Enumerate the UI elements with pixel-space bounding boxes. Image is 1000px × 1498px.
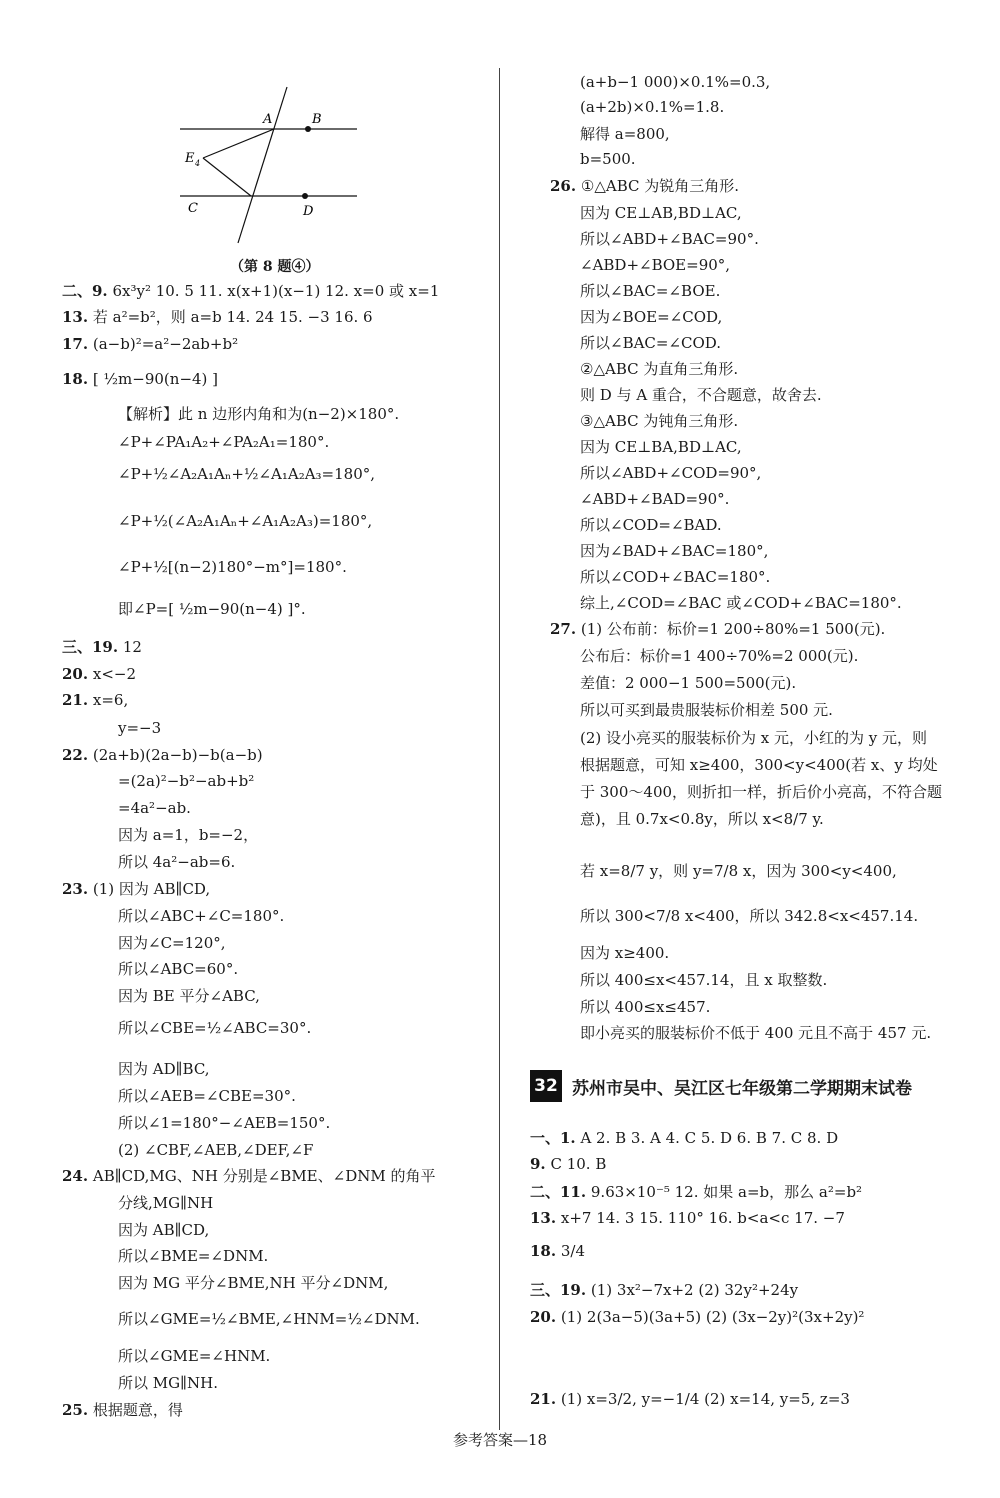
left-line xyxy=(118,958,238,980)
question-number: 18. xyxy=(62,370,89,388)
right-line xyxy=(580,228,759,250)
question-number: 22. xyxy=(62,746,89,764)
right-line xyxy=(580,488,729,510)
right-line xyxy=(580,332,721,354)
right-line xyxy=(550,175,739,197)
right-line xyxy=(580,123,670,145)
left-line xyxy=(118,717,161,739)
transversal xyxy=(238,87,287,243)
point-b xyxy=(305,126,311,132)
answer-text: ②△ABC 为直角三角形. xyxy=(580,360,739,378)
label-e-sub: 4 xyxy=(195,159,201,168)
left-line xyxy=(118,1192,213,1214)
question-number: 三、19. xyxy=(530,1281,587,1299)
question-number: 20. xyxy=(530,1308,557,1326)
answer-text: ∠ABD+∠BOE=90°, xyxy=(580,256,731,274)
right-line xyxy=(580,202,742,224)
left-line xyxy=(118,932,226,954)
question-number: 23. xyxy=(62,880,89,898)
answer-text: [ ½m−90(n−4) ] xyxy=(92,370,219,388)
right-line xyxy=(580,905,918,927)
right-line xyxy=(580,969,827,991)
left-line xyxy=(118,1245,268,1267)
answer-text: x+7 14. 3 15. 110° 16. b<a<c 17. −7 xyxy=(560,1209,845,1227)
answer-text: ∠P+½∠A₂A₁Aₙ+½∠A₁A₂A₃=180°, xyxy=(118,465,376,483)
right-line xyxy=(580,436,742,458)
answer-text: 所以∠AEB=∠CBE=30°. xyxy=(118,1087,296,1105)
left-line xyxy=(118,1219,209,1241)
answer-text: 根据题意，得 xyxy=(92,1401,183,1419)
question-number: 24. xyxy=(62,1167,89,1185)
right-line xyxy=(580,96,724,118)
answer-text: 因为∠BOE=∠COD, xyxy=(580,308,723,326)
answer-text: 根据题意，可知 x≥400，300<y<400(若 x、y 均处 xyxy=(580,756,938,774)
answer-text: 所以∠ABD+∠BAC=90°. xyxy=(580,230,759,248)
left-line xyxy=(118,1345,270,1367)
question-number: 21. xyxy=(62,691,89,709)
answer-text: 则 D 与 A 重合，不合题意，故舍去. xyxy=(580,386,822,404)
right-line xyxy=(580,148,636,170)
question-number: 一、1. xyxy=(530,1129,576,1147)
right-line xyxy=(580,645,858,667)
answer-text: x<−2 xyxy=(92,665,137,683)
answer-text: (1) 2(3a−5)(3a+5) (2) (3x−2y)²(3x+2y)² xyxy=(560,1308,865,1326)
answer-text: 所以 MG∥NH. xyxy=(118,1374,219,1392)
label-e: E xyxy=(185,151,195,166)
geometry-figure xyxy=(175,85,365,245)
left-line xyxy=(118,431,329,453)
left-line xyxy=(118,1112,330,1134)
left-line xyxy=(62,1399,183,1421)
answer-text: 公布后：标价=1 400÷70%=2 000(元). xyxy=(580,647,859,665)
question-number: 13. xyxy=(62,308,89,326)
label-d: D xyxy=(303,204,314,219)
answer-text: b=500. xyxy=(580,150,636,168)
answer-text: 所以∠GME=½∠BME,∠HNM=½∠DNM. xyxy=(118,1310,420,1328)
answer-text: 因为∠C=120°, xyxy=(118,934,226,952)
left-line xyxy=(118,403,399,425)
answer-text: 所以 300<7/8 x<400，所以 342.8<x<457.14. xyxy=(580,907,919,925)
left-line xyxy=(118,1085,296,1107)
answer-text: ∠P+∠PA₁A₂+∠PA₂A₁=180°. xyxy=(118,433,330,451)
answer-text: 所以∠BAC=∠COD. xyxy=(580,334,722,352)
left-line xyxy=(62,878,210,900)
right-line xyxy=(580,254,730,276)
left-line xyxy=(118,1139,313,1161)
answer-text: (1) 公布前：标价=1 200÷80%=1 500(元). xyxy=(580,620,886,638)
right-line xyxy=(580,781,942,803)
right-line xyxy=(580,71,770,93)
answer-text: 因为 AD∥BC, xyxy=(118,1060,210,1078)
answer-text: 所以∠1=180°−∠AEB=150°. xyxy=(118,1114,331,1132)
answer-text: ∠ABD+∠BAD=90°. xyxy=(580,490,730,508)
question-number: 17. xyxy=(62,335,89,353)
section-header xyxy=(530,1069,912,1103)
section-line xyxy=(530,1388,850,1410)
left-line xyxy=(62,636,142,658)
point-d xyxy=(302,193,308,199)
right-line xyxy=(580,280,720,302)
answer-text: 因为∠BAD+∠BAC=180°, xyxy=(580,542,769,560)
section-line xyxy=(530,1240,585,1262)
question-number: 25. xyxy=(62,1401,89,1419)
left-line xyxy=(62,663,136,685)
left-line xyxy=(118,1372,218,1394)
left-line xyxy=(118,1308,420,1330)
left-line xyxy=(118,797,191,819)
right-line xyxy=(580,996,710,1018)
question-number: 9. xyxy=(530,1155,546,1173)
answer-text: 所以 400≤x<457.14，且 x 取整数. xyxy=(580,971,828,989)
answer-text: 所以∠COD=∠BAD. xyxy=(580,516,722,534)
answer-text: 即小亮买的服装标价不低于 400 元且不高于 457 元. xyxy=(580,1024,932,1042)
section-line xyxy=(530,1207,845,1229)
answer-text: 因为 a=1，b=−2， xyxy=(118,826,259,844)
answer-text: 即∠P=[ ½m−90(n−4) ]°. xyxy=(118,600,306,618)
right-line xyxy=(580,410,738,432)
segment-ae xyxy=(203,129,274,158)
answer-text: 所以 4a²−ab=6. xyxy=(118,853,236,871)
column-divider xyxy=(499,68,500,1430)
answer-text: 12 xyxy=(122,638,142,656)
right-line xyxy=(580,566,770,588)
question-number: 20. xyxy=(62,665,89,683)
right-line xyxy=(580,860,897,882)
answer-text: 因为 x≥400. xyxy=(580,944,670,962)
left-line xyxy=(62,1165,435,1187)
answer-text: (1) x=3/2, y=−1/4 (2) x=14, y=5, z=3 xyxy=(560,1390,850,1408)
answer-text: 若 x=8/7 y，则 y=7/8 x，因为 300<y<400, xyxy=(580,862,897,880)
answer-text: x=6, xyxy=(92,691,129,709)
right-line xyxy=(580,727,927,749)
answer-text: 所以∠ABC+∠C=180°. xyxy=(118,907,285,925)
right-line xyxy=(580,384,822,406)
left-line xyxy=(62,280,439,302)
right-line xyxy=(580,942,669,964)
right-line xyxy=(580,306,722,328)
section-line xyxy=(530,1306,864,1328)
answer-text: ③△ABC 为钝角三角形. xyxy=(580,412,739,430)
left-line xyxy=(118,1272,388,1294)
answer-text: (2a+b)(2a−b)−b(a−b) xyxy=(92,746,263,764)
right-line xyxy=(580,540,768,562)
answer-text: 因为 BE 平分∠ABC, xyxy=(118,987,260,1005)
right-line xyxy=(580,672,796,694)
left-line xyxy=(62,689,128,711)
answer-text: 综上,∠COD=∠BAC 或∠COD+∠BAC=180°. xyxy=(580,594,902,612)
answer-text: 因为 CE⊥BA,BD⊥AC, xyxy=(580,438,742,456)
answer-text: ①△ABC 为锐角三角形. xyxy=(580,177,740,195)
answer-text: (a−b)²=a²−2ab+b² xyxy=(92,335,239,353)
answer-text: ∠P+½[(n−2)180°−m°]=180°. xyxy=(118,558,347,576)
left-line xyxy=(118,851,235,873)
answer-text: 所以∠BME=∠DNM. xyxy=(118,1247,269,1265)
left-line xyxy=(118,556,347,578)
answer-text: 解得 a=800, xyxy=(580,125,670,143)
question-number: 21. xyxy=(530,1390,557,1408)
answer-text: ∠P+½(∠A₂A₁Aₙ+∠A₁A₂A₃)=180°, xyxy=(118,512,373,530)
question-number: 二、9. xyxy=(62,282,108,300)
answer-text: 若 a²=b²，则 a=b 14. 24 15. −3 16. 6 xyxy=(92,308,373,326)
question-number: 27. xyxy=(550,620,577,638)
answer-text: (2) 设小亮买的服装标价为 x 元，小红的为 y 元，则 xyxy=(580,729,928,747)
section-line xyxy=(530,1127,838,1149)
answer-text: 9.63×10⁻⁵ 12. 如果 a=b，那么 a²=b² xyxy=(590,1183,863,1201)
answer-text: 所以∠ABC=60°. xyxy=(118,960,239,978)
segment-e-cd xyxy=(203,158,251,196)
section-title: 苏州市吴中、吴江区七年级第二学期期末试卷 xyxy=(572,1078,912,1099)
left-line xyxy=(118,510,372,532)
answer-text: =4a²−ab. xyxy=(118,799,191,817)
right-line xyxy=(580,1022,931,1044)
answer-text: 6x³y² 10. 5 11. x(x+1)(x−1) 12. x=0 或 x=1 xyxy=(112,282,440,300)
answer-text: 所以∠BAC=∠BOE. xyxy=(580,282,721,300)
answer-text: (1) 因为 AB∥CD, xyxy=(92,880,211,898)
answer-text: A 2. B 3. A 4. C 5. D 6. B 7. C 8. D xyxy=(580,1129,839,1147)
answer-text: (1) 3x²−7x+2 (2) 32y²+24y xyxy=(590,1281,799,1299)
answer-text: 因为 CE⊥AB,BD⊥AC, xyxy=(580,204,742,222)
right-line xyxy=(580,514,722,536)
answer-text: 所以可买到最贵服装标价相差 500 元. xyxy=(580,701,833,719)
label-a: A xyxy=(263,112,273,127)
section-line xyxy=(530,1181,862,1203)
question-number: 三、19. xyxy=(62,638,119,656)
answer-text: =(2a)²−b²−ab+b² xyxy=(118,772,255,790)
answer-text: (a+2b)×0.1%=1.8. xyxy=(580,98,725,116)
left-line xyxy=(118,598,306,620)
left-line xyxy=(118,824,258,846)
right-line xyxy=(580,754,938,776)
answer-text: C 10. B xyxy=(550,1155,607,1173)
answer-text: AB∥CD,MG、NH 分别是∠BME、∠DNM 的角平 xyxy=(92,1167,436,1185)
figure-caption: （第 8 题④） xyxy=(230,259,320,275)
right-line xyxy=(550,618,885,640)
question-number: 26. xyxy=(550,177,577,195)
right-line xyxy=(580,699,833,721)
answer-text: 于 300～400，则折扣一样，折后价小亮高，不符合题 xyxy=(580,783,943,801)
left-line xyxy=(118,905,284,927)
answer-text: 差值：2 000−1 500=500(元). xyxy=(580,674,797,692)
label-c: C xyxy=(188,201,198,216)
answer-text: 所以∠CBE=½∠ABC=30°. xyxy=(118,1019,312,1037)
answer-text: y=−3 xyxy=(118,719,162,737)
left-line xyxy=(62,306,373,328)
section-line xyxy=(530,1279,798,1301)
page-footer: 参考答案—18 xyxy=(452,1431,548,1449)
answer-text: 3/4 xyxy=(560,1242,586,1260)
left-line xyxy=(118,985,260,1007)
right-line xyxy=(580,808,824,830)
left-line xyxy=(62,368,218,390)
answer-text: 因为 AB∥CD, xyxy=(118,1221,210,1239)
label-b: B xyxy=(312,112,322,127)
answer-text: (2) ∠CBF,∠AEB,∠DEF,∠F xyxy=(118,1141,314,1159)
left-line xyxy=(118,463,375,485)
left-line xyxy=(118,770,254,792)
question-number: 18. xyxy=(530,1242,557,1260)
answer-text: 【解析】此 n 边形内角和为(n−2)×180°. xyxy=(118,405,400,423)
question-number: 13. xyxy=(530,1209,557,1227)
answer-text: 所以∠GME=∠HNM. xyxy=(118,1347,271,1365)
right-line xyxy=(580,358,738,380)
left-line xyxy=(118,1058,210,1080)
answer-text: 所以 400≤x≤457. xyxy=(580,998,711,1016)
answer-text: 所以∠ABD+∠COD=90°, xyxy=(580,464,762,482)
right-line xyxy=(580,592,902,614)
left-line xyxy=(62,744,263,766)
answer-text: 因为 MG 平分∠BME,NH 平分∠DNM, xyxy=(118,1274,389,1292)
answer-text: (a+b−1 000)×0.1%=0.3, xyxy=(580,73,771,91)
left-line xyxy=(62,333,238,355)
left-line xyxy=(118,1017,311,1039)
section-line xyxy=(530,1153,606,1175)
answer-text: 分线,MG∥NH xyxy=(118,1194,214,1212)
section-number-badge: 32 xyxy=(530,1070,562,1102)
answer-text: 意)，且 0.7x<0.8y，所以 x<8/7 y. xyxy=(580,810,824,828)
right-line xyxy=(580,462,761,484)
question-number: 二、11. xyxy=(530,1183,587,1201)
answer-text: 所以∠COD+∠BAC=180°. xyxy=(580,568,771,586)
